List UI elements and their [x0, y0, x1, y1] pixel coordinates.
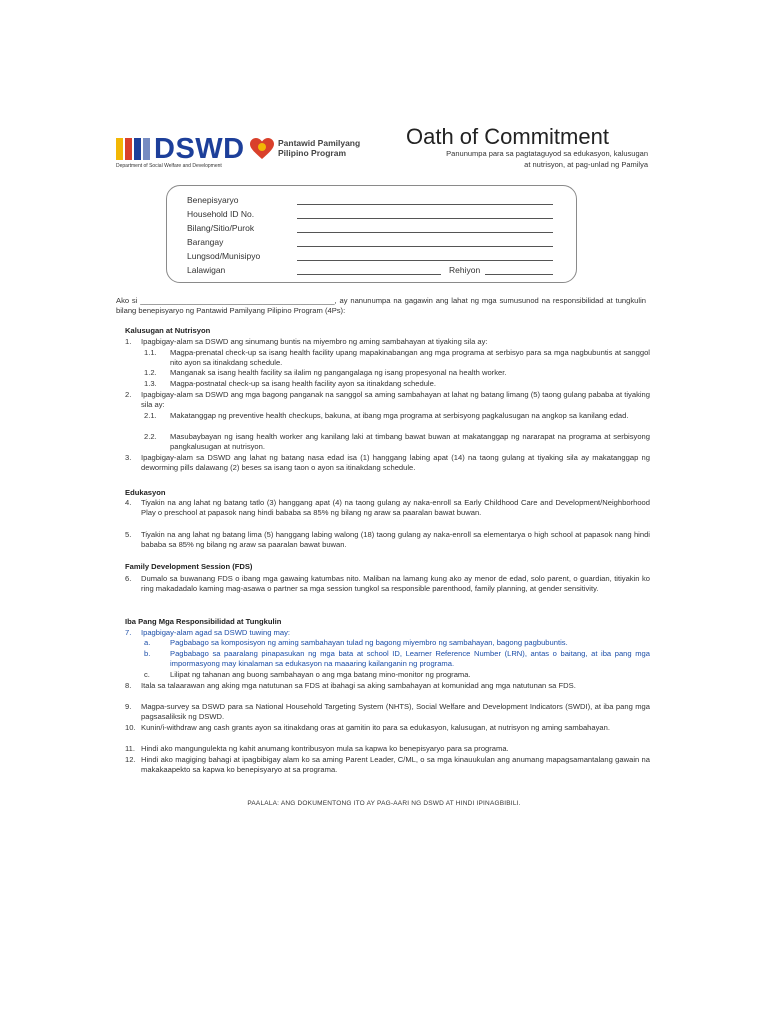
program-name-line1: Pantawid Pamilyang [278, 138, 361, 148]
dswd-logo [116, 133, 272, 170]
heart-icon [250, 138, 274, 160]
field-label-purok: Bilang/Sitio/Purok [187, 223, 255, 233]
field-label-lungsod: Lungsod/Munisipyo [187, 251, 261, 261]
field-line-purok[interactable] [297, 224, 553, 233]
section-heading-nutrition: Kalusugan at Nutrisyon [125, 326, 211, 335]
field-line-benepisyaryo[interactable] [297, 196, 553, 205]
pantawid-logo [250, 136, 380, 166]
page-title: Oath of Commitment [406, 124, 609, 149]
document-footer-note: PAALALA: ANG DOKUMENTONG ITO AY PAG-AARI NG DSWD AT HINDI IPINAGBIBILI. [247, 800, 521, 807]
field-label-rehiyon: Rehiyon [449, 265, 481, 275]
page-subtitle [384, 148, 648, 170]
field-line-rehiyon[interactable] [485, 266, 553, 275]
beneficiary-info-box [166, 185, 577, 283]
field-label-household-id: Household ID No. [187, 209, 255, 219]
field-line-lungsod[interactable] [297, 252, 553, 261]
field-line-lalawigan[interactable] [297, 266, 441, 275]
subtitle-line2: at nutrisyon, at pag-unlad ng Pamilya [524, 160, 648, 169]
field-label-benepisyaryo: Benepisyaryo [187, 195, 239, 205]
oath-intro: Ako si ______________________________________________, ay nanunumpa na gagawin ang lahat ng mga sumusunod na responsibilidad at tungkulin bilang benepisyaryo ng Pantawid Pamilyang Pilipino Program (4Ps): [116, 296, 646, 315]
field-line-barangay[interactable] [297, 238, 553, 247]
section-heading-other: Iba Pang Mga Responsibilidad at Tungkulin [125, 617, 282, 626]
dswd-wordmark: DSWD [154, 133, 245, 165]
document-page: DSWD Department of Social Welfare and Development Pantawid Pamilyang Pilipino Program Oath of Commitment Panunumpa para sa pagtataguyod sa edukasyon, kalusugan at nutrisyon, at pag-unlad ng Pamilya Benepisyaryo Household ID No. Bilang/Sitio/Purok Barangay Lungsod/Munisipyo Lalawigan Rehiyon Ako si ______________________________________________, ay nanunumpa na gagawin ang lahat ng mga sumusunod na responsibilidad at tungkulin bilang benepisyaryo ng Pantawid Pamilyang Pilipino Program (4Ps): Kalusugan at Nutrisyon 1. Ipagbigay-alam sa DSWD ang sinumang buntis na miyembro ng aming sambahayan at tiyaking sila ay: 1.1. Magpa-prenatal check-up sa isang health facility upang mapakinabangan ang mga programa at serbisyo para sa mga nagbubuntis at sanggol nito ayon sa itinakdang schedule. 1.2. Manganak sa isang health facility sa ilalim ng pangangalaga ng isang propesyonal na health worker. 1.3. Magpa-postnatal check-up sa isang health facility ayon sa itinakdang schedule. 2. Ipagbigay-alam sa DSWD ang mga bagong panganak na sanggol sa aming sambahayan at lahat ng batang limang (5) taong gulang pababa at tiyaking sila ay: 2.1. Makatanggap ng preventive health checkups, bakuna, at ibang mga programa at serbisyong pagkalusugan na angkop sa kanilang edad. 2.2. Masubaybayan ng isang health worker ang kanilang laki at timbang bawat buwan at makatanggap ng nararapat na programa at serbisyong pangkalusugan at nutrisyon. 3. Ipagbigay-alam sa DSWD ang lahat ng batang nasa edad isa (1) hanggang labing apat (14) na taong gulang at tiyaking sila ay makatanggap ng deworming pills dalawang (2) beses sa isang taon o ayon sa itinakdang schedule. Edukasyon 4. Tiyakin na ang lahat ng batang tatlo (3) hanggang apat (4) na taong gulang ay naka-enroll sa Early Childhood Care and Development/Neighborhood Play o preschool at papasok nang hindi bababa sa 85% ng bilang ng araw sa paaralan bawat buwan. 5. Tiyakin na ang lahat ng batang lima (5) hanggang labing walong (18) taong gulang ay naka-enroll sa elementarya o high school at papasok nang hindi bababa sa 85% ng bilang ng araw sa paaralan bawat buwan. Family Development Session (FDS) 6. Dumalo sa buwanang FDS o ibang mga gawaing katumbas nito. Maliban na lamang kung ako ay menor de edad, solo parent, o guardian, titiyakin ko ring makadadalo kaming mag-asawa o partner sa mga session tungkol sa responsible parenthood, family planning, at gender sensitivity. Iba Pang Mga Responsibilidad at Tungkulin 7. Ipagbigay-alam agad sa DSWD tuwing may: a. Pagbabago sa komposisyon ng aming sambahayan tulad ng bagong miyembro ng sambahayan, bagong pagbubuntis. b. Pagbabago sa paaralang pinapasukan ng mga bata at school ID, Learner Reference Number (LRN), antas o baitang, at iba pang mga impormasyong may kinalaman sa edukasyon na maaaring kailanganin ng programa. c. Lilipat ng tahanan ang buong sambahayan o ang mga batang mino-monitor ng programa. 8. Itala sa talaarawan ang aking mga natutunan sa FDS at ibahagi sa aking sambahayan at komunidad ang mga natutunan sa FDS. 9. Magpa-survey sa DSWD para sa National Household Targeting System (NHTS), Social Welfare and Development Indicators (SWDI), at iba pang mga pagsasaliksik ng DSWD. 10. Kunin/i-withdraw ang cash grants ayon sa itinakdang oras at gamitin ito para sa edukasyon, kalusugan, at nutrisyon ng aming sambahayan. 11. Hindi ako mangungulekta ng kahit anumang kontribusyon mula sa kapwa ko benepisyaryo para sa programa. 12. Hindi ako magiging bahagi at ipagbibigay alam ko sa aming Parent Leader, C/ML, o sa mga kinauukulan ang anumang mapagsamantalang gawain na makakaapekto sa kapwa ko benepisyaryo at sa programa. PAALALA: ANG DOKUMENTONG ITO AY PAG-AARI NG DSWD AT HINDI IPINAGBIBILI. [0, 0, 768, 1024]
section-heading-education: Edukasyon [125, 488, 166, 497]
dswd-subtitle: Department of Social Welfare and Development [116, 163, 222, 169]
field-label-lalawigan: Lalawigan [187, 265, 226, 275]
program-name [278, 138, 360, 158]
dswd-emblem-icon [116, 136, 152, 162]
field-line-household-id[interactable] [297, 210, 553, 219]
program-name-line2: Pilipino Program [278, 148, 347, 158]
subtitle-line1: Panunumpa para sa pagtataguyod sa edukasyon, kalusugan [446, 149, 648, 158]
field-label-barangay: Barangay [187, 237, 224, 247]
section-heading-fds: Family Development Session (FDS) [125, 562, 253, 571]
